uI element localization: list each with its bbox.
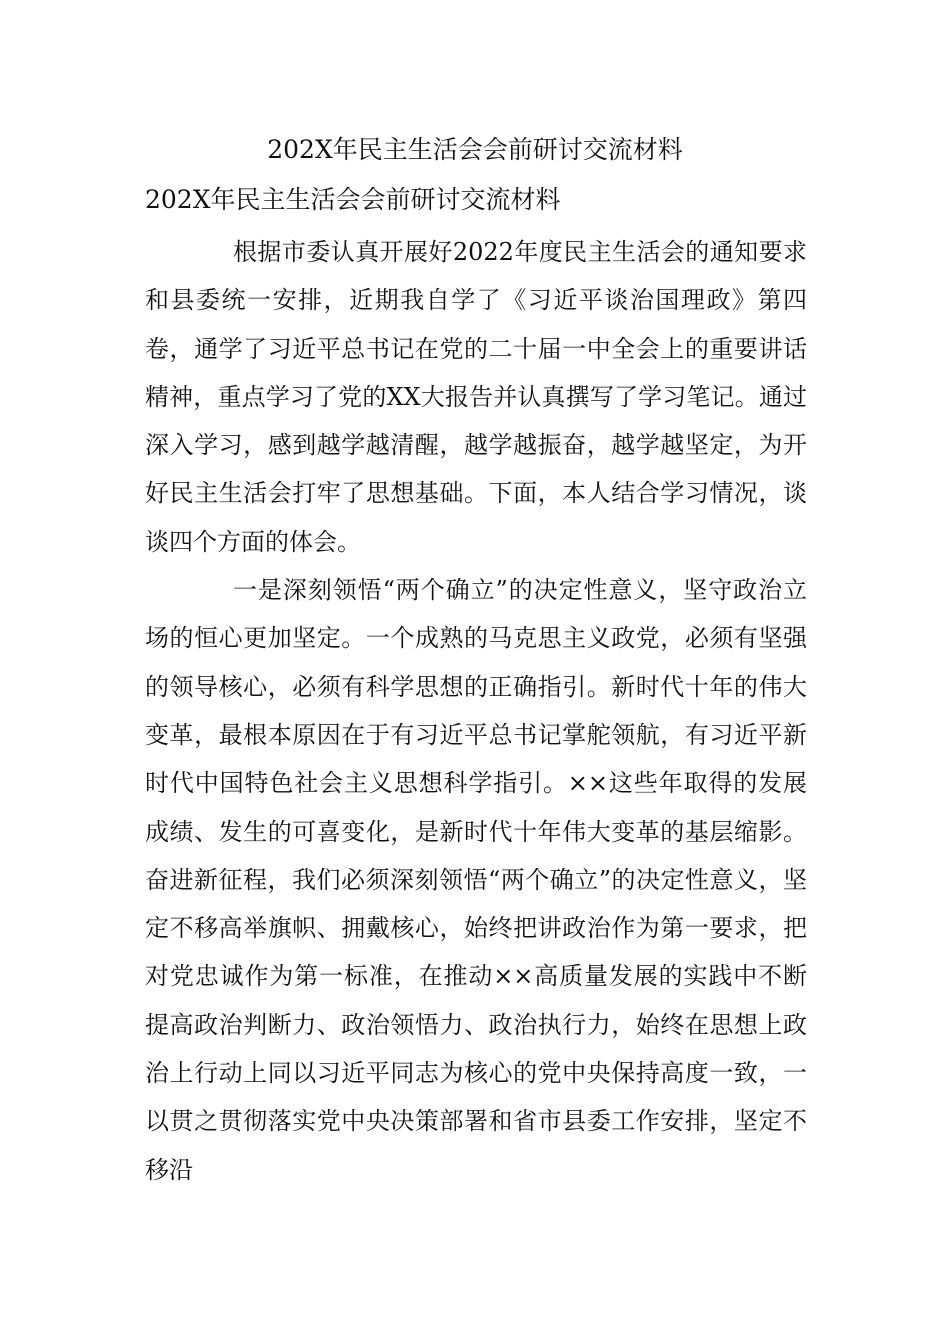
document-body [145,228,807,1194]
document-subtitle: 202X年民主生活会会前研讨交流材料 [145,185,561,214]
body-paragraph-intro: 根据市委认真开展好2022年度民主生活会的通知要求和县委统一安排，近期我自学了《习近平谈治国理政》第四卷，通学了习近平总书记在党的二十届一中全会上的重要讲话精神，重点学习了党的XX大报告并认真撰写了学习笔记。通过深入学习，感到越学越清醒，越学越振奋，越学越坚定，为开好民主生活会打牢了思想基础。下面，本人结合学习情况，谈谈四个方面的体会。 [145,238,807,556]
document-title: 202X年民主生活会会前研讨交流材料 [267,135,683,164]
body-paragraph-point-one: 一是深刻领悟“两个确立”的决定性意义，坚守政治立场的恒心更加坚定。一个成熟的马克思主义政党，必须有坚强的领导核心，必须有科学思想的正确指引。新时代十年的伟大变革，最根本原因在于有习近平总书记掌舵领航，有习近平新时代中国特色社会主义思想科学指引。××这些年取得的发展成绩、发生的可喜变化，是新时代十年伟大变革的基层缩影。奋进新征程，我们必须深刻领悟“两个确立”的决定性意义，坚定不移高举旗帜、拥戴核心，始终把讲政治作为第一要求，把对党忠诚作为第一标准，在推动××高质量发展的实践中不断提高政治判断力、政治领悟力、政治执行力，始终在思想上政治上行动上同以习近平同志为核心的党中央保持高度一致，一以贯之贯彻落实党中央决策部署和省市县委工作安排，坚定不移沿 [145,576,807,1184]
